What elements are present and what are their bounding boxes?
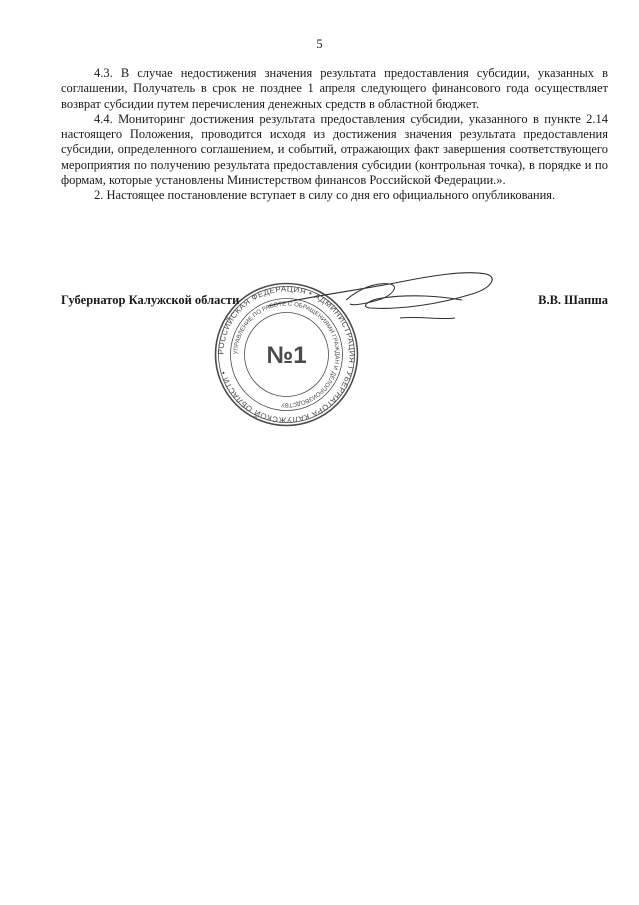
page-number: 5 <box>316 37 323 51</box>
seal-number: №1 <box>266 342 307 369</box>
signature-underline <box>400 317 455 318</box>
seal-outer-text: РОССИЙСКАЯ ФЕДЕРАЦИЯ • АДМИНИСТРАЦИЯ ГУБЕРНАТОРА КАЛУЖСКОЙ ОБЛАСТИ • <box>216 284 357 425</box>
paragraph-4-3: 4.3. В случае недостижения значения результата предоставления субсидии, указанных в соглашении, Получатель в срок не позднее 1 апреля следующего финансового года осуществляет возврат субсидии путем перечисления денежных средств в областной бюджет. <box>61 66 608 111</box>
paragraph-4-4: 4.4. Мониторинг достижения результата предоставления субсидии, указанного в пункте 2.14 настоящего Положения, проводится исходя из достижения значения результата предоставления субсидии, определенного соглашением, и событий, отражающих факт завершения соответствующего мероприятия по получению результата предоставления субсидии (контрольная точка), в порядке и по формам, которые установлены Министерством финансов Российской Федерации.». <box>61 111 608 188</box>
signatory-name: В.В. Шапша <box>538 293 608 307</box>
document-body <box>61 66 608 204</box>
signatory-title: Губернатор Калужской области <box>61 293 240 307</box>
signature-block <box>61 292 608 308</box>
seal-inner-text: УПРАВЛЕНИЕ ПО РАБОТЕ С ОБРАЩЕНИЯМИ ГРАЖДАН И ДЕЛОПРОИЗВОДСТВУ <box>233 301 340 408</box>
paragraph-2: 2. Настоящее постановление вступает в силу со дня его официального опубликования. <box>94 188 556 203</box>
